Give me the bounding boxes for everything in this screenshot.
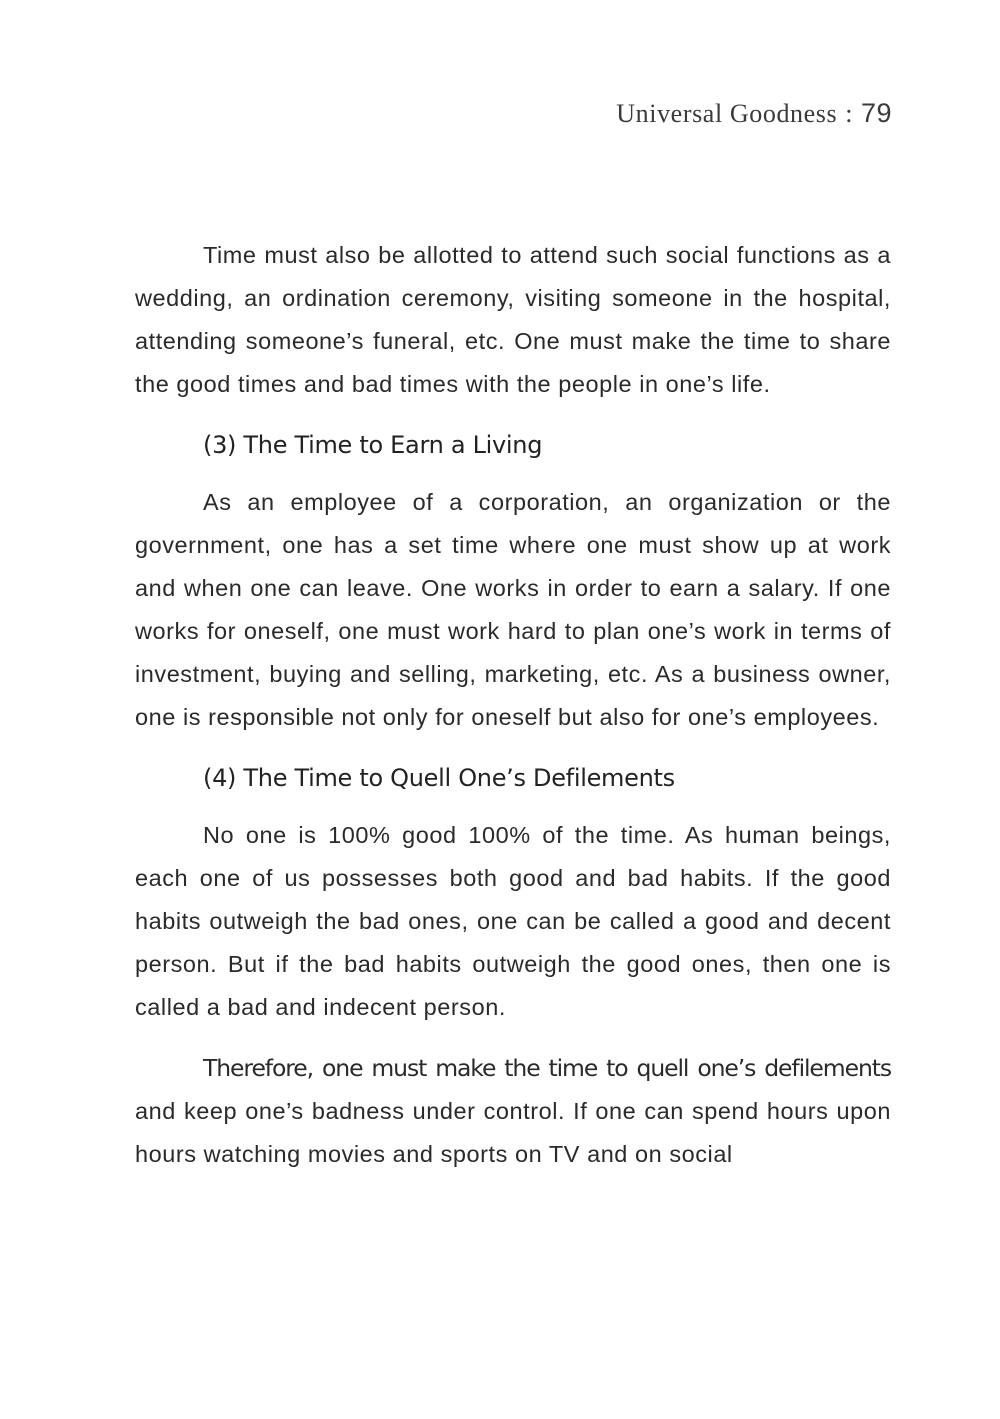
- paragraph-therefore: [135, 1047, 891, 1176]
- page-body: [135, 234, 891, 1176]
- paragraph-therefore-rest: and keep one’s badness under control. If one can spend hours upon hours watching movies and sports on TV and on social: [135, 1098, 891, 1167]
- book-title: Universal Goodness: [616, 99, 838, 128]
- paragraph-therefore-lead: Therefore, one must make the time to quell one’s defilements: [203, 1054, 891, 1082]
- paragraph-employee: As an employee of a corporation, an organization or the government, one has a set time where one must show up at work and when one can leave. One works in order to earn a salary. If one works for oneself, one must work hard to plan one’s work in terms of investment, buying and selling, marketing, etc. As a business owner, one is responsible not only for oneself but also for one’s employees.: [135, 489, 891, 730]
- section-heading-earn-living: (3) The Time to Earn a Living: [203, 431, 543, 459]
- paragraph-gap: [135, 1029, 891, 1047]
- paragraph-good-bad-habits: No one is 100% good 100% of the time. As human beings, each one of us possesses both good and bad habits. If the good habits outweigh the bad ones, one can be called a good and decent person. But if the bad habits outweigh the good ones, then one is called a bad and indecent person.: [135, 822, 891, 1020]
- running-header: [616, 98, 892, 129]
- section-heading-quell-defilements: (4) The Time to Quell One’s Defilements: [203, 764, 675, 792]
- page-number: 79: [860, 98, 892, 128]
- paragraph-social-functions: Time must also be allotted to attend such social functions as a wedding, an ordination ceremony, visiting someone in the hospital, attending someone’s funeral, etc. One must make the time to share the good times and bad times with the people in one’s life.: [135, 242, 891, 397]
- header-separator: :: [845, 99, 853, 128]
